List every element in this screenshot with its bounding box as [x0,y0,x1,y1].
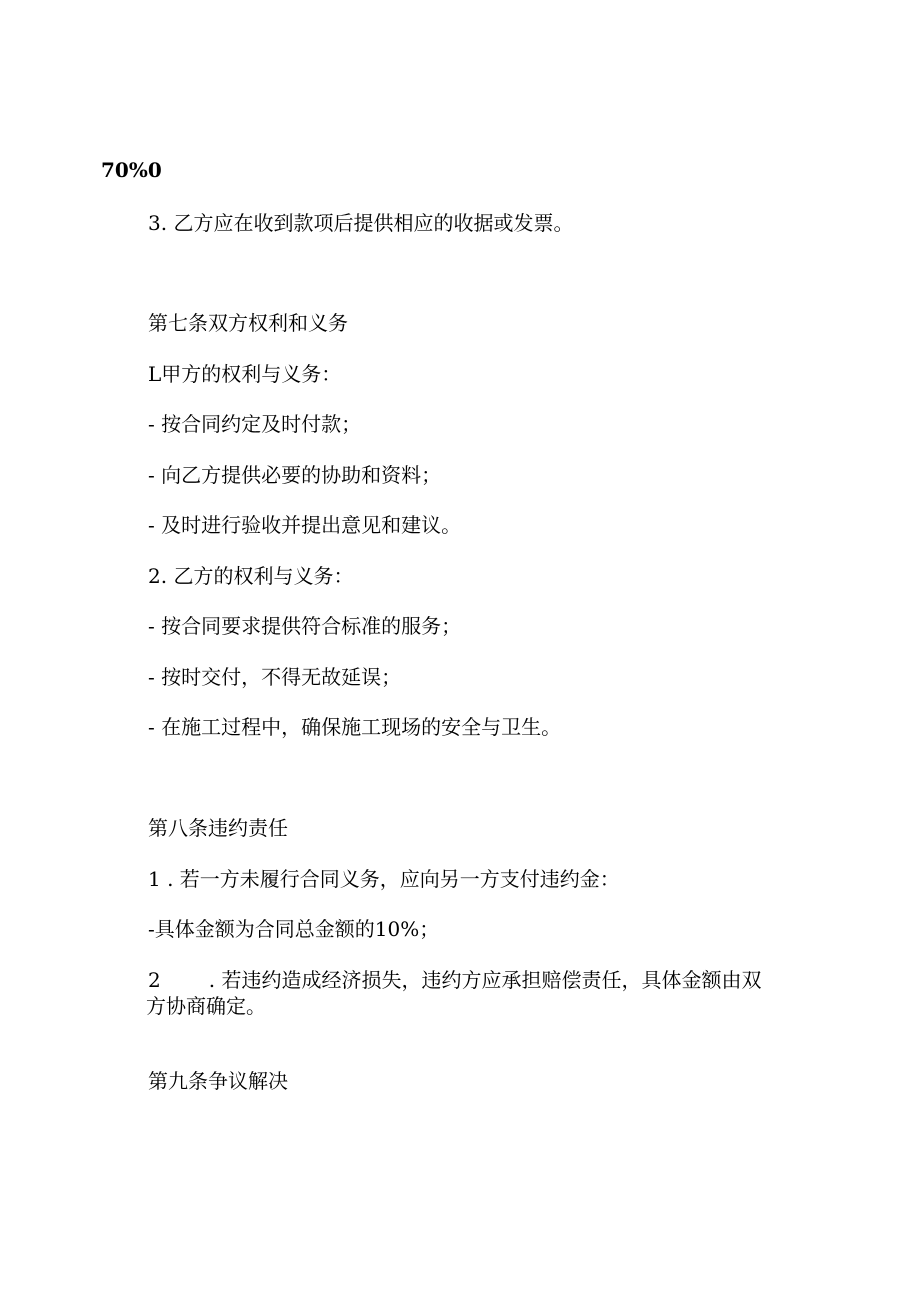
party-a-item-3: - 及时进行验收并提出意见和建议。 [148,513,462,537]
article-8-heading: 第八条违约责任 [148,816,288,840]
party-b-heading: 2. 乙方的权利与义务： [148,564,354,588]
article-8-item-2-text: . 若违约造成经济损失，违约方应承担赔偿责任，具体金额由双 [208,968,762,992]
article-7-heading: 第七条双方权利和义务 [148,311,348,335]
article-8-item-1-detail: -具体金额为合同总金额的10%； [148,917,440,941]
article-8-item-1: 1 . 若一方未履行合同义务，应向另一方支付违约金： [148,867,620,891]
article-8-item-2-number: 2 [148,968,161,992]
article-9-heading: 第九条争议解决 [148,1069,288,1093]
payment-fragment: 70%0 [101,158,162,182]
party-a-heading: L甲方的权利与义务： [148,362,342,386]
party-b-item-3: - 在施工过程中，确保施工现场的安全与卫生。 [148,715,562,739]
party-b-item-1: - 按合同要求提供符合标准的服务； [148,614,462,638]
party-a-item-1: - 按合同约定及时付款； [148,412,362,436]
clause-6-item-3: 3. 乙方应在收到款项后提供相应的收据或发票。 [148,211,574,235]
party-a-item-2: - 向乙方提供必要的协助和资料； [148,463,442,487]
article-8-item-2 [148,967,818,1019]
party-b-item-2: - 按时交付，不得无故延误； [148,665,402,689]
article-8-item-2-continuation: 方协商确定。 [146,994,266,1018]
